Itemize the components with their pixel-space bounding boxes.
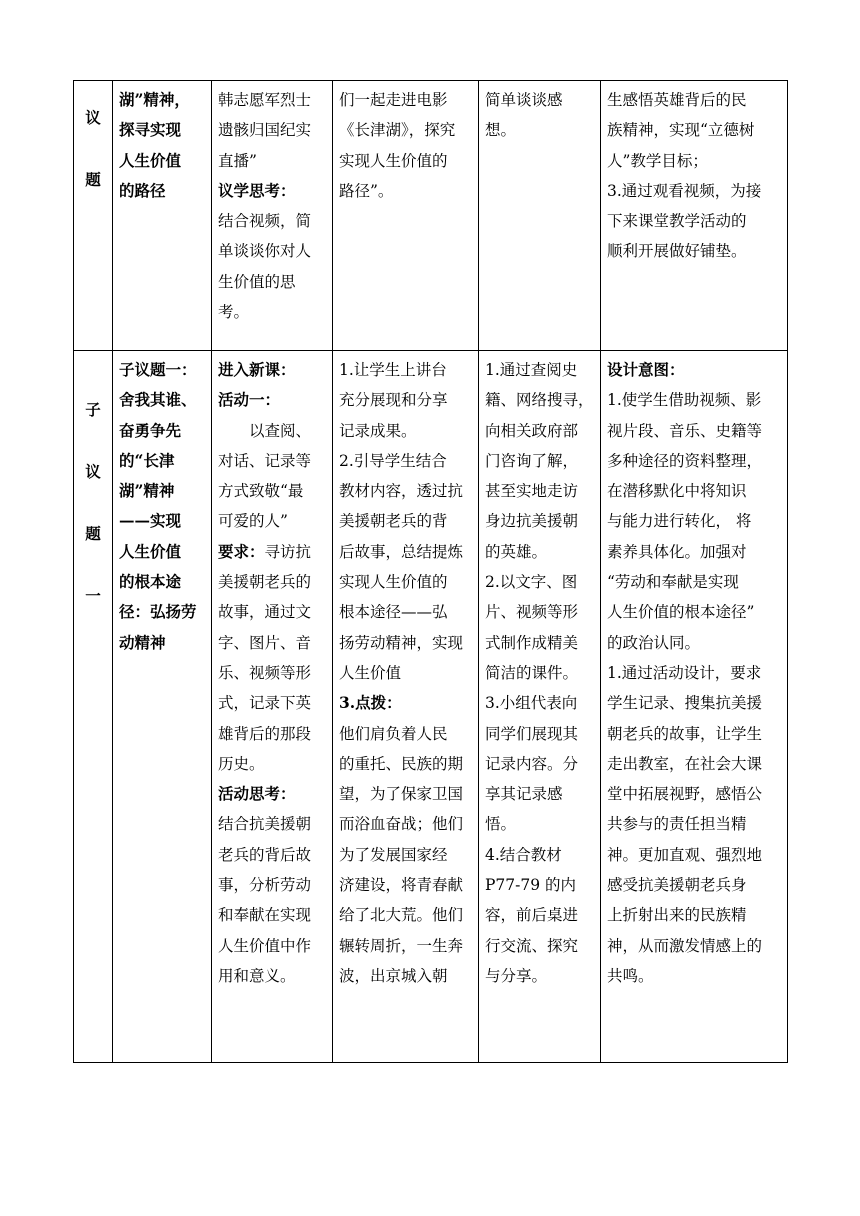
row2-col4-line: 3.点拨： xyxy=(339,693,402,713)
row2-col6-line: 神。更加直观、强烈地 xyxy=(607,845,763,864)
row2-col4-line: 的重托、民族的期 xyxy=(339,754,464,773)
row2-col5-line: 向相关政府部 xyxy=(485,421,579,440)
row2-col6-line: 1.通过活动设计，要求 xyxy=(607,663,762,682)
row2-col2-line: 舍我其谁、 xyxy=(119,390,197,410)
table-row-subtopic-1 xyxy=(74,351,788,1063)
row2-col6-line: 多种途径的资料整理， xyxy=(607,451,763,470)
row1-col5-line: 想。 xyxy=(485,121,517,140)
row2-col3-line: 乐、视频等形 xyxy=(218,663,312,682)
row2-col5-line: 记录内容。分 xyxy=(485,754,579,773)
row2-col4-line: 波，出京城入朝 xyxy=(339,966,448,985)
row2-col3-line: 故事，通过文 xyxy=(218,603,312,622)
row2-col6-line: 人生价值的根本途径” xyxy=(607,603,755,622)
row2-col2-line: 湖”精神 xyxy=(119,481,175,501)
row1-col3-line: 遗骸归国纪实 xyxy=(218,121,312,140)
row2-col5-line: 身边抗美援朝 xyxy=(485,512,579,531)
row2-col5-line: 的英雄。 xyxy=(485,542,548,561)
row2-col4-line: 望，为了保家卫国 xyxy=(339,785,464,804)
row2-col6-line: 感受抗美援朝老兵身 xyxy=(607,876,747,895)
row2-col5-line: 2.以文字、图 xyxy=(485,573,578,592)
row2-col5-line: 简洁的课件。 xyxy=(485,663,579,682)
row2-col6-line: 学生记录、搜集抗美援 xyxy=(607,694,763,713)
row2-col6-line: 堂中拓展视野，感悟公 xyxy=(607,785,763,804)
row2-col5-line: 门咨询了解， xyxy=(485,451,579,470)
row1-col3-line: 议学思考： xyxy=(218,180,296,200)
row2-col4 xyxy=(333,351,479,1063)
row1-col6-line: 人”教学目标； xyxy=(607,151,708,170)
row2-col6-line: 设计意图： xyxy=(607,360,685,379)
row2-col3-line: 事，分析劳动 xyxy=(218,876,312,895)
row2-col6-line: 上折射出来的民族精 xyxy=(607,906,747,925)
row1-col4-line: 《长津湖》，探究 xyxy=(339,121,456,140)
row2-col5-line: 行交流、探究 xyxy=(485,936,579,955)
row2-col6-line: 走出教室，在社会大课 xyxy=(607,754,763,773)
row2-col2-line: 径：弘扬劳 xyxy=(119,602,197,622)
row2-col1-char: 一 xyxy=(85,586,101,605)
row2-col4-line: 2.引导学生结合 xyxy=(339,451,447,470)
row1-col4-line: 们一起走进电影 xyxy=(339,91,448,109)
row2-col1-char: 题 xyxy=(85,524,101,543)
row2-col6-line: 在潜移默化中将知识 xyxy=(607,482,747,501)
row2-col1-char: 议 xyxy=(85,462,101,481)
row2-col3-line: 对话、记录等 xyxy=(218,451,312,470)
row2-col5-line: 与分享。 xyxy=(485,966,548,985)
row2-col3-line: 用和意义。 xyxy=(218,966,296,985)
row2-col3-line: 历史。 xyxy=(218,754,265,773)
row1-col1-char: 题 xyxy=(85,170,101,189)
row2-col4-line: 记录成果。 xyxy=(339,421,417,440)
row2-col4-line: 他们肩负着人民 xyxy=(339,724,448,743)
row2-col6-line: 共参与的责任担当精 xyxy=(607,815,747,834)
row2-col6-line: 1.使学生借助视频、影 xyxy=(607,391,762,410)
row1-col2-line: 的路径 xyxy=(119,180,166,200)
row2-col6-line: 共鸣。 xyxy=(607,966,654,985)
row1-col5-line: 简单谈谈感 xyxy=(485,91,563,109)
row2-col5-line: 4.结合教材 xyxy=(485,845,562,864)
row1-col6-line: 顺利开展做好铺垫。 xyxy=(607,242,747,261)
row2-col6-line: “劳动和奉献是实现 xyxy=(607,573,739,592)
row2-col1-char: 子 xyxy=(85,400,101,419)
row1-col3-line: 单谈谈你对人 xyxy=(218,242,312,261)
row1-col3-line: 韩志愿军烈士 xyxy=(218,91,312,109)
row2-col5-line: 享其记录感 xyxy=(485,785,563,804)
row2-col3 xyxy=(212,351,333,1063)
row2-col4-line: 扬劳动精神，实现 xyxy=(339,633,464,652)
row2-col6 xyxy=(601,351,788,1063)
row2-col4-line: 为了发展国家经 xyxy=(339,845,448,864)
row2-col4-line: 实现人生价值的 xyxy=(339,573,448,592)
row2-col3-line: 方式致敬“最 xyxy=(218,482,304,501)
row1-col2-line: 人生价值 xyxy=(119,150,182,170)
row2-col5-line: 1.通过查阅史 xyxy=(485,361,578,379)
row2-col5-line: 悟。 xyxy=(485,815,517,834)
row1-col3-line: 结合视频，简 xyxy=(218,212,312,231)
table-row-topic xyxy=(74,81,788,351)
row1-col2 xyxy=(113,81,212,351)
row2-col6-line: 神，从而激发情感上的 xyxy=(607,936,763,955)
row2-col5 xyxy=(479,351,601,1063)
row1-col1-char: 议 xyxy=(85,108,101,127)
row2-col5-line: 容，前后桌进 xyxy=(485,906,579,925)
row2-col4-line: 1.让学生上讲台 xyxy=(339,361,447,379)
row2-col5-line: 3.小组代表向 xyxy=(485,694,578,713)
row2-col2-line: 的根本途 xyxy=(119,572,182,592)
row2-col3-line: 人生价值中作 xyxy=(218,936,312,955)
row2-col1 xyxy=(74,351,113,1063)
row2-col2-line: 人生价值 xyxy=(119,541,182,561)
row2-col3-line: 要求：寻访抗 xyxy=(218,541,312,561)
row2-col3-line: 雄背后的那段 xyxy=(218,724,312,743)
row2-col4-line: 而浴血奋战；他们 xyxy=(339,815,464,834)
row2-col4-line: 根本途径——弘 xyxy=(339,603,448,622)
row2-col2-line: 动精神 xyxy=(119,632,166,652)
row1-col6-line: 下来课堂教学活动的 xyxy=(607,212,747,231)
row2-col2-line: 奋勇争先 xyxy=(119,420,182,440)
row2-col2 xyxy=(113,351,212,1063)
row2-col3-line: 活动一： xyxy=(218,390,281,410)
row1-col6-line: 生感悟英雄背后的民 xyxy=(607,91,747,109)
row2-col4-line: 济建设，将青春献 xyxy=(339,876,464,895)
row2-col3-line: 可爱的人” xyxy=(218,512,288,531)
row1-col4 xyxy=(333,81,479,351)
row2-col5-line: 式制作成精美 xyxy=(485,633,579,652)
row1-col4-line: 路径”。 xyxy=(339,181,394,200)
row1-col5 xyxy=(479,81,601,351)
row1-col2-line: 探寻实现 xyxy=(119,120,182,140)
row2-col3-line: 老兵的背后故 xyxy=(218,845,312,864)
row1-col3-line: 直播” xyxy=(218,151,257,170)
row2-col5-line: P77-79 的内 xyxy=(485,876,577,895)
row2-col3-line: 字、图片、音 xyxy=(218,633,312,652)
row2-col3-line: 结合抗美援朝 xyxy=(218,815,312,834)
row2-col4-line: 美援朝老兵的背 xyxy=(339,512,448,531)
row1-col6 xyxy=(601,81,788,351)
lesson-plan-table xyxy=(73,80,788,1063)
row1-col3-line: 生价值的思 xyxy=(218,272,296,291)
row2-col6-line: 朝老兵的故事，让学生 xyxy=(607,724,763,743)
row2-col3-line: 进入新课： xyxy=(218,360,296,379)
row2-col3-line: 活动思考： xyxy=(218,784,296,804)
row2-col2-line: ——实现 xyxy=(119,511,182,531)
row2-col3-line: 式，记录下英 xyxy=(218,694,312,713)
row2-col6-line: 的政治认同。 xyxy=(607,633,701,652)
row1-col4-line: 实现人生价值的 xyxy=(339,151,448,170)
row2-col2-line: 子议题一： xyxy=(119,360,197,379)
row1-col6-line: 族精神，实现“立德树 xyxy=(607,121,755,140)
row1-col2-line: 湖”精神， xyxy=(119,90,190,109)
row1-col3-line: 考。 xyxy=(218,303,250,322)
row2-col4-line: 教材内容，透过抗 xyxy=(339,482,464,501)
row2-col3-line: 美援朝老兵的 xyxy=(218,573,312,592)
row2-col5-line: 籍、网络搜寻， xyxy=(485,391,594,410)
row2-col5-line: 同学们展现其 xyxy=(485,724,579,743)
row2-col6-line: 视片段、音乐、史籍等 xyxy=(607,421,763,440)
row2-col4-line: 人生价值 xyxy=(339,663,402,682)
row2-col4-line: 充分展现和分享 xyxy=(339,391,448,410)
row2-col2-line: 的“长津 xyxy=(119,450,175,470)
row1-col1 xyxy=(74,81,113,351)
row2-col5-line: 甚至实地走访 xyxy=(485,482,579,501)
row2-col4-line: 给了北大荒。他们 xyxy=(339,906,464,925)
row2-col4-line: 后故事，总结提炼 xyxy=(339,542,464,561)
row2-col3-line: 以查阅、 xyxy=(249,421,312,440)
row1-col6-line: 3.通过观看视频，为接 xyxy=(607,181,762,200)
row2-col4-line: 辗转周折，一生奔 xyxy=(339,936,464,955)
row2-col5-line: 片、视频等形 xyxy=(485,603,579,622)
row2-col6-line: 与能力进行转化， 将 xyxy=(607,512,752,531)
row2-col6-line: 素养具体化。加强对 xyxy=(607,542,747,561)
row2-col3-line: 和奉献在实现 xyxy=(218,906,312,925)
row1-col3 xyxy=(212,81,333,351)
